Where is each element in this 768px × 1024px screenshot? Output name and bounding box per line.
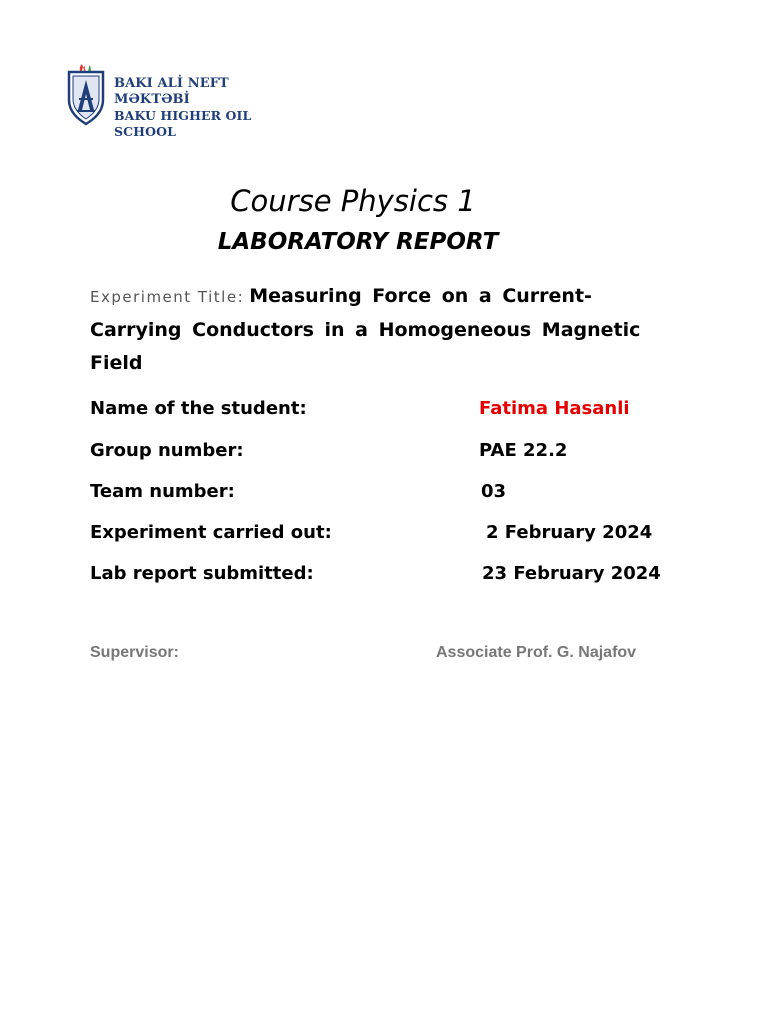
- report-heading: LABORATORY REPORT: [217, 229, 499, 255]
- detail-value: 2 February 2024: [486, 522, 653, 543]
- detail-label: Name of the student:: [90, 398, 307, 419]
- detail-label: Team number:: [90, 481, 235, 502]
- supervisor-name: Associate Prof. G. Najafov: [436, 644, 637, 661]
- supervisor-label: Supervisor:: [90, 644, 179, 661]
- detail-label: Experiment carried out:: [90, 522, 332, 543]
- shield-emblem-icon: [66, 62, 106, 126]
- school-logo: [66, 62, 306, 139]
- experiment-title: Measuring Force on a Current-Carrying Conductors in a Homogeneous Magnetic Field: [90, 285, 641, 374]
- course-title: Course Physics 1: [230, 184, 476, 218]
- experiment-block: [90, 280, 678, 380]
- student-name: Fatima Hasanli: [479, 398, 630, 419]
- detail-label: Lab report submitted:: [90, 563, 314, 584]
- detail-value: PAE 22.2: [479, 440, 568, 461]
- detail-value: 03: [481, 481, 507, 502]
- detail-label: Group number:: [90, 440, 244, 461]
- logo-line-az: BAKI ALİ NEFT MƏKTƏBİ: [114, 76, 229, 107]
- logo-line-en: BAKU HIGHER OIL SCHOOL: [114, 108, 252, 139]
- detail-value: 23 February 2024: [482, 563, 661, 584]
- experiment-title-label: Experiment Title:: [90, 288, 245, 306]
